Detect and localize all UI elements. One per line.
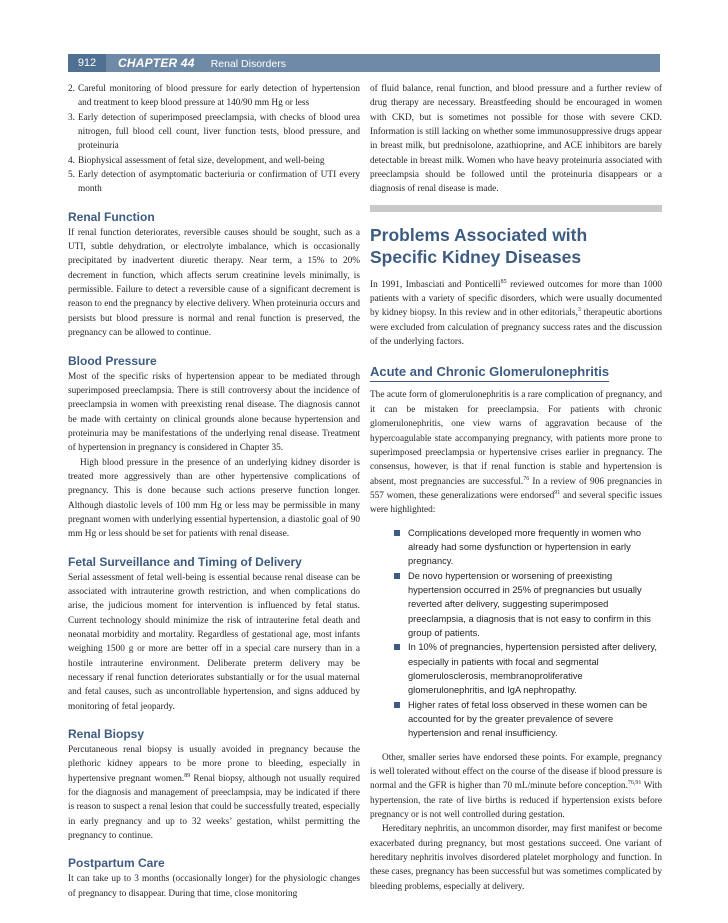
bullet-text: In 10% of pregnancies, hypertension persisted after delivery, especially in patients with focal and segmental glomerulosclerosis, membranoproliferative glomerulonephritis, and IgA nephropathy.: [408, 642, 657, 696]
citation: 76: [523, 475, 530, 482]
citation: 3: [577, 307, 581, 314]
heading-fetal-surveillance: Fetal Surveillance and Timing of Delivery: [68, 554, 302, 569]
heading-renal-function: Renal Function: [68, 209, 155, 224]
text-run: therapeutic abortions were excluded from calculation of pregnancy success rates and the discussion of the underlying factors.: [370, 308, 662, 348]
bullet-square-icon: [394, 573, 400, 579]
paragraph: If renal function deteriorates, reversible causes should be sought, such as a UTI, subtle dehydration, or electrolyte imbalance, which is occasionally precipitated by inadvertent diuretic therapy. Near term, a 15% to 20% decrement in function, which affects serum creatinine levels minimally, is permissible. Failure to detect a reversible cause of a significant decrement is reason to end the pregnancy by elective delivery. When proteinuria occurs and persists but blood pressure is normal and renal function is preserved, the pregnancy can be allowed to continue.: [68, 227, 360, 339]
list-item: [68, 111, 360, 154]
list-text: Early detection of superimposed preeclampsia, with checks of blood urea nitrogen, full blood cell count, liver function tests, blood pressure, and proteinuria: [78, 112, 360, 152]
list-text: Early detection of asymptomatic bacteriuria or confirmation of UTI every month: [78, 170, 360, 195]
left-column: [68, 82, 360, 901]
right-column: [370, 82, 662, 894]
heading-postpartum-care: Postpartum Care: [68, 856, 165, 871]
text-run: Percutaneous renal biopsy is usually avoided in pregnancy because the plethoric kidney appears to be more prone to bleeding, especially in hypertensive pregnant women.: [68, 745, 360, 784]
heading-blood-pressure: Blood Pressure: [68, 353, 157, 368]
bullet-text: Higher rates of fetal loss observed in these women can be accounted for by the greater prevalence of severe hypertension and renal insufficiency.: [408, 699, 648, 739]
bullet-square-icon: [394, 702, 400, 708]
citation: 91: [554, 489, 561, 496]
paragraph: [370, 751, 662, 823]
list-number: 3.: [68, 112, 75, 123]
list-text: Careful monitoring of blood pressure for early detection of hypertension and treatment to keep blood pressure at 140/90 mm Hg or less: [78, 84, 360, 109]
paragraph: High blood pressure in the presence of an underlying kidney disorder is treated more aggressively than are other hypertensive complications of pregnancy. This is done because such actions preserve function longer. Although diastolic levels of 100 mm Hg or less may be permissible in many pregnant women with underlying essential hypertension, a diastolic goal of 90 mm Hg or less should be set for patients with renal disease.: [68, 457, 360, 540]
bullet-square-icon: [394, 644, 400, 650]
heading-line: Specific Kidney Diseases: [370, 246, 582, 267]
citation: 89: [184, 772, 191, 779]
page-number: 912: [68, 54, 106, 72]
heading-glomerulonephritis: Acute and Chronic Glomerulonephritis: [370, 363, 609, 382]
paragraph: Most of the specific risks of hypertension appear to be mediated through superimposed preeclampsia. There is still controversy about the incidence of preeclampsia in women with preexisting renal disease. The diagnosis cannot be made with certainty on clinical grounds alone because hypertension and proteinuria may be manifestations of the underlying renal disease. Treatment of hypertension in pregnancy is considered in Chapter 35.: [68, 371, 360, 454]
list-number: 2.: [68, 84, 75, 94]
citation: 76,91: [627, 780, 642, 787]
text-run: Other, smaller series have endorsed these points. For example, pregnancy is well tolerated without effect on the course of the disease if blood pressure is normal and the GFR is higher than 70 mL/minute before conception.: [370, 752, 662, 792]
text-run: and several specific issues were highlighted:: [370, 490, 662, 516]
text-run: In a review of 906 pregnancies in 557 women, these generalizations were endorsed: [370, 476, 662, 501]
list-text: Biophysical assessment of fetal size, development, and well-being: [78, 155, 325, 166]
paragraph: [370, 388, 662, 517]
paragraph: Serial assessment of fetal well-being is essential because renal disease can be associated with intrauterine growth restriction, and when complications do arise, the judicious moment for intervention is influenced by fetal status. Current technology should minimize the risk of intrauterine fetal death and neonatal morbidity and mortality. Regardless of gestational age, most infants weighing 1500 g or more are better off in a special care nursery than in a hostile intrauterine environment. Deliberate preterm delivery may be necessary if renal function deteriorates substantially or for the usual maternal and fetal causes, such as uncontrollable hypertension, and signs adduced by monitoring of fetal jeopardy.: [68, 572, 360, 712]
citation: 85: [500, 278, 507, 285]
bullet-text: De novo hypertension or worsening of preexisting hypertension occurred in 25% of pregnancies but usually reverted after delivery, suggesting superimposed preeclampsia, a diagnosis that is not easy to confirm in this group of patients.: [408, 570, 651, 638]
chapter-label: CHAPTER 44: [118, 56, 195, 70]
bullet-square-icon: [394, 530, 400, 536]
chapter-title: [118, 54, 286, 72]
text-run: reviewed outcomes for more than 1000 patients with a variety of specific disorders, which were usually documented by kidney biopsy. In this review and in other editorials,: [370, 279, 663, 319]
text-run: With hypertension, the rate of live births is reduced if hypertension exists before pregnancy or is not well controlled during gestation.: [370, 781, 662, 821]
list-item: [68, 154, 360, 168]
running-header: [68, 54, 660, 72]
paragraph: of fluid balance, renal function, and blood pressure and a further review of drug therapy are necessary. Breastfeeding should be encouraged in women with CKD, but is sometimes not possible for those with severe CKD. Information is still lacking on whether some immunosuppressive drugs appear in breast milk, but prednisolone, azathioprine, and ACE inhibitors are barely detectable in breast milk. Women who have heavy proteinuria associated with preeclampsia should be followed until the proteinuria disappears or a diagnosis of renal disease is made.: [370, 84, 662, 195]
text-run: In 1991, Imbasciati and Ponticelli: [370, 279, 501, 290]
list-item: [68, 82, 360, 111]
monitoring-list: [68, 82, 360, 197]
heading-line: Problems Associated with: [370, 224, 588, 245]
paragraph: Hereditary nephritis, an uncommon disorder, may first manifest or become exacerbated during pregnancy, but most gestations succeed. One variant of hereditary nephritis involves disordered platelet morphology and function. In these cases, pregnancy has been successful but was sometimes complicated by bleeding problems, especially at delivery.: [370, 824, 662, 892]
list-number: 4.: [68, 155, 75, 166]
list-item: [394, 569, 662, 641]
section-divider: [370, 205, 662, 212]
paragraph: It can take up to 3 months (occasionally longer) for the physiologic changes of pregnancy to disappear. During that time, close monitoring: [68, 874, 360, 899]
list-item: [68, 168, 360, 197]
list-number: 5.: [68, 170, 75, 181]
list-item: [394, 640, 662, 697]
bullet-text: Complications developed more frequently in women who already had some dysfunction or hypertension in early pregnancy.: [408, 527, 642, 567]
list-item: [394, 698, 662, 741]
chapter-name: Renal Disorders: [210, 58, 286, 70]
paragraph: [68, 743, 360, 843]
heading-renal-biopsy: Renal Biopsy: [68, 727, 145, 742]
heading-problems: [370, 224, 662, 268]
findings-list: [370, 526, 662, 741]
paragraph: [370, 278, 662, 350]
list-item: [394, 526, 662, 569]
text-run: The acute form of glomerulonephritis is a rare complication of pregnancy, and it can be mistaken for preeclampsia. For patients with chronic glomerulonephritis, one view warns of aggravation because of the hypercoagulable state accompanying pregnancy, with patients more prone to superimposed preeclampsia or hypertensive crises earlier in pregnancy. The consensus, however, is that if renal function is stable and hypertension is absent, most pregnancies are successful.: [370, 390, 662, 487]
text-run: Renal biopsy, although not usually required for the diagnosis and management of preeclampsia, may be indicated if there is reason to suspect a renal lesion that could be successfully treated, especially in early pregnancy and up to 32 weeks’ gestation, whilst permitting the pregnancy to continue.: [68, 773, 361, 842]
